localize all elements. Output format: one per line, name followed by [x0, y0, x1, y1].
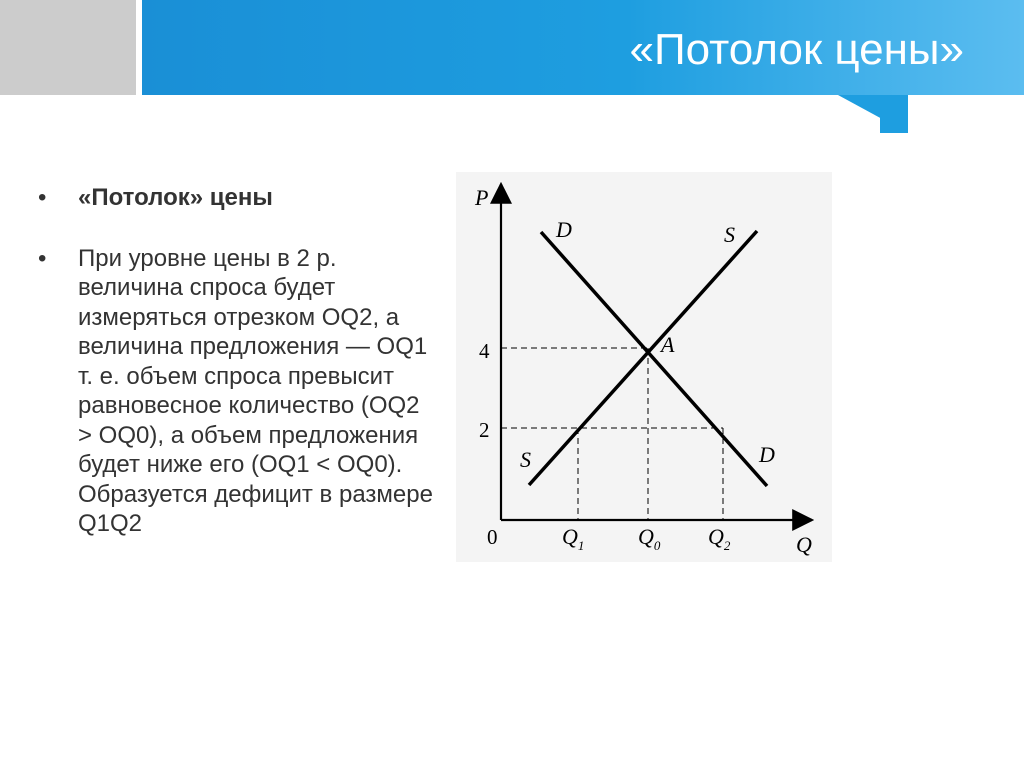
graph-svg [456, 172, 832, 562]
demand-label-bottom: D [759, 442, 775, 467]
origin-label: 0 [487, 525, 498, 549]
q1-label [562, 524, 584, 553]
supply-label-top: S [724, 222, 735, 247]
title-bar [142, 0, 1024, 95]
q0-label [638, 524, 661, 553]
page-title: «Потолок цены» [629, 25, 964, 74]
equilibrium-point-label: A [661, 332, 675, 357]
demand-label-top: D [556, 217, 572, 242]
supply-demand-graph [456, 172, 832, 562]
title-bar-tab-fill [880, 95, 908, 133]
bullet-item [38, 183, 438, 213]
bullet-item [38, 244, 438, 539]
price-label-2: 2 [479, 418, 490, 442]
q2-label [708, 524, 731, 553]
demand-curve [541, 232, 767, 486]
supply-label-bottom: S [520, 447, 531, 472]
q1-label-sub: 1 [577, 538, 585, 553]
bullet-marker: • [38, 184, 47, 211]
q2-label-sub: 2 [723, 538, 731, 553]
price-axis-label: P [475, 185, 489, 210]
q2-label-base: Q [708, 524, 724, 549]
bullet-heading: «Потолок» цены [78, 184, 273, 211]
q0-label-base: Q [638, 524, 654, 549]
price-label-4: 4 [479, 339, 490, 363]
bullet-body-text: При уровне цены в 2 р. величина спроса будет измеряться отрезком OQ2, а величина предложения — OQ1 т. е. объем спроса превысит равновесное количество (OQ2 > OQ0), а объем предложения будет ниже его (OQ1 < OQ0). Образуется дефицит в размере Q1Q2 [78, 244, 433, 537]
q1-label-base: Q [562, 524, 578, 549]
q0-label-sub: 0 [653, 538, 661, 553]
quantity-axis-label: Q [796, 532, 812, 557]
bullet-marker: • [38, 244, 47, 272]
supply-curve [529, 231, 757, 485]
bullet-list [38, 183, 438, 539]
header-gray-block [0, 0, 136, 95]
